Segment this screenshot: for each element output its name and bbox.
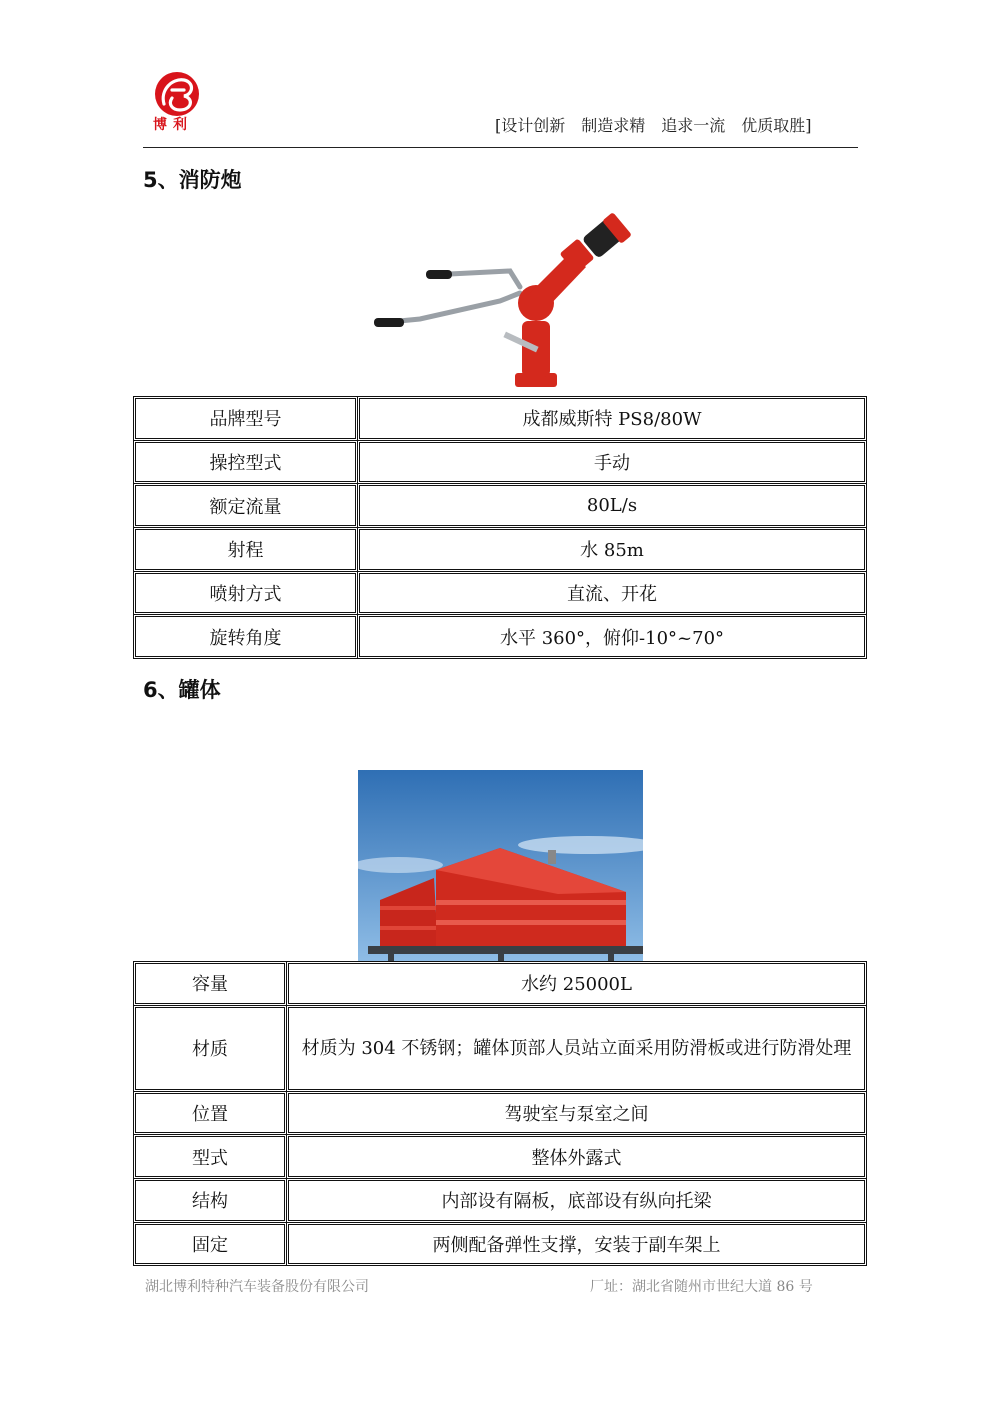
- header-slogan: [设计创新 制造求精 追求一流 优质取胜]: [495, 116, 812, 135]
- footer-company-name: 湖北博利特种汽车装备股份有限公司: [145, 1279, 369, 1295]
- spec-value: 80L/s: [358, 484, 867, 528]
- spec-value: 内部设有隔板，底部设有纵向托梁: [287, 1179, 867, 1223]
- table-row: [134, 1005, 867, 1091]
- fire-cannon-spec-table: [133, 396, 867, 659]
- spec-key: 结构: [134, 1179, 287, 1223]
- spec-value: 水约 25000L: [287, 962, 867, 1006]
- spec-value: 驾驶室与泵室之间: [287, 1091, 867, 1135]
- logo-text: 博利: [153, 117, 193, 133]
- spec-key: 材质: [134, 1005, 287, 1091]
- red-tank-bodies-photo: [358, 770, 643, 962]
- spec-key: 型式: [134, 1135, 287, 1179]
- spec-value: 材质为 304 不锈钢；罐体顶部人员站立面采用防滑板或进行防滑处理: [287, 1005, 867, 1091]
- table-row: [134, 1091, 867, 1135]
- spec-key: 品牌型号: [134, 397, 358, 441]
- spec-value: 手动: [358, 440, 867, 484]
- spec-key: 位置: [134, 1091, 287, 1135]
- spec-key: 固定: [134, 1222, 287, 1266]
- spec-key: 旋转角度: [134, 615, 358, 659]
- header-divider: [143, 147, 858, 148]
- table-row: [134, 397, 867, 441]
- section-heading-tank-body: 6、罐体: [143, 678, 221, 702]
- table-row: [134, 615, 867, 659]
- table-row: [134, 528, 867, 572]
- spec-value: 水 85m: [358, 528, 867, 572]
- spec-value: 两侧配备弹性支撑，安装于副车架上: [287, 1222, 867, 1266]
- table-row: [134, 1222, 867, 1266]
- section-heading-fire-cannon: 5、消防炮: [143, 168, 242, 192]
- spec-key: 操控型式: [134, 440, 358, 484]
- spec-value: 成都威斯特 PS8/80W: [358, 397, 867, 441]
- table-row: [134, 484, 867, 528]
- table-row: [134, 440, 867, 484]
- spec-value: 直流、开花: [358, 571, 867, 615]
- footer-address: 厂址：湖北省随州市世纪大道 86 号: [590, 1279, 813, 1295]
- tank-body-spec-table: [133, 961, 867, 1266]
- spec-key: 射程: [134, 528, 358, 572]
- spec-key: 喷射方式: [134, 571, 358, 615]
- spec-value: 整体外露式: [287, 1135, 867, 1179]
- table-row: [134, 1179, 867, 1223]
- table-row: [134, 1135, 867, 1179]
- fire-water-cannon-photo: [360, 203, 650, 395]
- spec-value: 水平 360°，俯仰-10°~70°: [358, 615, 867, 659]
- table-row: [134, 571, 867, 615]
- spec-key: 容量: [134, 962, 287, 1006]
- spec-key: 额定流量: [134, 484, 358, 528]
- table-row: [134, 962, 867, 1006]
